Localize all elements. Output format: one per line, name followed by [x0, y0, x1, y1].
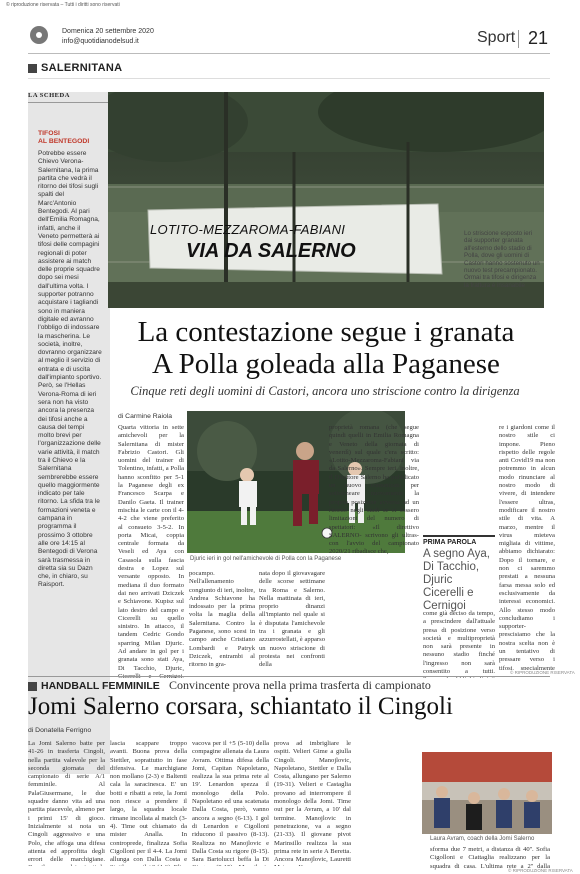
handball-column-4: prova ad imbrigliare le ospiti. Velieri Gime a giulla Cingoli. Manojlovic, Napoletano, Stettler e Dalla Costa, allungano per Salerno (19-31). Velieri e Castaglia provano ad interrompere il monologo della Jomi. Time out per la Avram, a 10' dal termine. Manojlovic in penetrazione, va a segno (21-33). Il giovane pivot Marinsillo realizza la sua prima rete in serie A Beretta. Ancora Manojlovic, Lauretti	[274, 740, 351, 864]
main-headline	[98, 316, 554, 380]
scheda-body: Potrebbe essere Chievo Verona-Salernitana, la prima partita che vedrà il ritorno dei tifosi sugli spalti del Marc'Antonio Bentegodi. Al pari dell'Emilia Romagna, infatti, anche il Veneto permetterà ai tifosi delle compagini regionali di poter assistere ai match delle proprie squadre dopo sei mesi dall'ultima volta. I supporter potranno acquistare i tagliandi sono in maniera digitale ed avranno l'obbligo di indossare la mascherina. Le società, inoltre, dovranno organizzare al meglio il servizio di entrata e di uscita dall'impianto sportivo. Però, se l'Hellas Verona-Roma di ieri sera non ha visto ancora la presenza dei tifosi anche a causa del tempi molto brevi per l'organizzazione delle varie attività, il match tra il Chievo e la Salernitana sembrerebbe essere quello maggiormente indicato per tale ritorno. La sfida tra le formazioni veneta e campana in programma il prossimo 3 ottobre alle ore 14:15 al Bentegodi di Verona sarà trasmessa in diretta sia su Dazn che, in chiaro, su Raisport.	[38, 150, 102, 589]
handball-kicker: Convincente prova nella prima trasferta di campionato	[169, 678, 431, 692]
match-photo-caption: Djuric ieri in gol nell'amichevole di Polla con la Paganese	[190, 556, 342, 562]
photo-caption: Lo striscione esposto ieri dai supporter granata all'esterno dello stadio di Polla, dove gli uomini di Castori hanno sostenuto un nuovo test precampionato. Ormai tra tifosi e dirigenza la frattura è insanabile	[464, 230, 540, 289]
section-label: Sport	[477, 29, 516, 46]
header-divider	[518, 30, 519, 48]
page-number: 21	[528, 28, 549, 48]
top-rights-note: © riproduzione riservata – Tutti i diritti sono riservati	[6, 2, 120, 8]
article-column-5: come già deciso da tempo, a prescindere dall'attuale presa di posizione verso società e multiproprietà non sarà presente in nessuno stadio finché l'ingresso non sarà consentito a tutti.	[423, 610, 495, 676]
scheda-title-line: TIFOSI	[38, 130, 60, 137]
scheda-rule	[28, 102, 110, 103]
handball-column-1: La Jomi Salerno batte per 41-26 in trasferta Cingoli, nella partita valevole per la seconda giornata del campionato di serie A/1 femminile. Al PalaGiusermane, le due squadre danno vita ad una partita piacevole, almeno per i primi 15' di gioco. Inizialmente si nota un Cingoli aggressivo e una Polo, che affoga una difesa attenta ed approfitta degli errori delle marchigiane.	[28, 740, 105, 864]
banner-line-2: VIA DA SALERNO	[186, 240, 356, 262]
banner-line-1: LOTITO-MEZZAROMA-FABIANI	[150, 222, 346, 237]
coach-photo-caption: Laura Avram, coach della Jomi Salerno	[430, 836, 535, 842]
scheda-title-line: AL BENTEGODI	[38, 138, 90, 145]
header-rule	[28, 53, 550, 54]
article-column-1: Quarta vittoria in sette amichevoli per la Salernitana di mister Fabrizio Castori. Gli uomini del trainer di Tolentino, infatti, a Polla hanno sconfitto per 5-1 la Paganese degli ex Francesco Scarpa e Danilo Gaeta. Il trainer mischia le carte con il 4-4-2 che viene preferito al consueto 3-5-2. In porta Micai, coppia centrale formata da Veseli ed Aya con Casasola sulla fascia destra e Lopez sul versante opposto. In mediana il duo formato dai neo arrivati Dziczek e Schiavone. Kupisz sul lato destro del campo e Cicerelli su quello sinistro. In attacco, il tandem Cedric Gondo sparring Milan Djuric. Ad andare in gol per i granata sono stati Aya, Di Tacchio, Djuric,	[118, 424, 184, 672]
handball-column-2: lascia scappare troppo avanti. Buona prova della Stettler, soprattutto in fase difensiva. Le marchigiane non mollano (2-3) e Baltenti cala la saracinesca. E' un botti e ribatti a rete, la Jomi non riesce a prendere il largo, la squadra locale rimane incollata al match (3-4). Time out chiamato da mister Analla. In controprede, finalizza Sofia Cigolloni per il 4-4. La Jomi allunga con Dalla Costa e	[110, 740, 187, 864]
newspaper-logo-icon	[30, 26, 48, 44]
handball-marker-icon	[28, 682, 37, 691]
article-column-2: pocampo. Nell'allenamento congiunto di ieri, inoltre, Andrea Schiavone ha indossato per la prima volta la maglia della Salernitana. Contro la Paganese, sono scesi in campo anche Cristiano Lombardi e Patryk Dziczek, entrambi al ritorno in gra-	[189, 570, 255, 669]
contact-email: info@quotidianodelsud.it	[62, 38, 139, 45]
headline-line-2: A Polla goleada alla Paganese	[152, 348, 500, 380]
handball-section-title: HANDBALL FEMMINILE	[41, 680, 160, 692]
prima-parola-box	[423, 535, 495, 613]
article-column-4: proprietà romana (che segue quindi quelli in Emilia Romagna e Veneto della giornata di venerdì) sul quale c'era scritto: «Lotito-Mezzaroma-Fabiani via da Salerno». Sempre ieri, inoltre, il Direttore Salerno ha pubblicato un nuovo comunicato per sottolineare nuovamente la propria posizione avversa ad un ritorno negli stadi se ci fossero limitazioni del numero di spettatori: «Il direttivo SALERNO- scrivono gli ultras- con l'avvio del campionato 2020/21 ribadisce che,	[329, 424, 419, 556]
coach-photo-image	[422, 752, 552, 834]
handball-byline: di Donatella Ferrigno	[28, 727, 92, 734]
article-byline: di Carmine Raiola	[118, 413, 173, 420]
issue-date: Domenica 20 settembre 2020	[62, 28, 154, 35]
article-column-3: nata dopo il giovavagare delle scorse settimane tra Roma e Salerno. Nella mattinata di ieri, proprio dinanzi all'impianto nel quale si è disputata l'amichevole tra i granata e gli azzurrostellati, è apparso un nuovo striscione di protesta nei confronti della	[259, 570, 325, 669]
prima-parola-text: A segno Aya, Di Tacchio, Djuric Cicerelli e Cernigoi	[423, 548, 490, 612]
section-title: SALERNITANA	[41, 62, 123, 74]
handball-column-3: vacova per il +5 (5-10) della compagine allenata da Laura Avram. Ottima difesa della Jomi, Capitan Napoletano, realizza la sua prima rete al 19'. Lenardon spezza il monologo della Polo. Napoletano ed una scatenata Dalla Costa, però, vanno ancora a segno (6-13). I gol di Lenardon e Cigolloni riducono il passivo (8-13). Realizza no Manojlovic e Dalla Costa su rigore (8-15). Sara Bartolucci beffa la Di	[192, 740, 269, 864]
section-marker-icon	[28, 64, 37, 73]
article-credit: © RIPRODUZIONE RISERVATA	[510, 670, 575, 675]
prima-parola-label: PRIMA PAROLA	[423, 535, 495, 546]
handball-column-5: sforma due 7 metri, a distanza di 40''. Sofia Cigolloni e Ciattaglia realizzano per la squadra di casa. L'ultima rete a 2'' dalla	[430, 846, 550, 870]
scheda-title	[38, 130, 89, 146]
handball-rule	[28, 676, 550, 677]
headline-line-1: La contestazione segue i granata	[137, 316, 515, 348]
article-column-6: re i giardoni come il nostro stile ci impone. Pieno rispetto delle regole anti Covid19 ma non potremmo in alcun modo rinunciare al nostro modo di vivere, di intendere l'essere ultras, modificare il nostro stile di vita. A marzo, mentre il virus mieteva migliaia di vittime, abbiamo dichiarato: Dopo il tornare, e non ci saremmo prestati a nessuna farsa messa solo ed esclusivamente da interessi economici. Allo stesso modo concludiamo i supporter-prescisiamo che la nostra scelta non è un tentativo di pressare verso i tifosi, specialmente	[499, 424, 555, 670]
subheadline: Cinque reti degli uomini di Castori, ancora uno striscione contro la dirigenza	[130, 384, 520, 398]
handball-credit: © RIPRODUZIONE RISERVATA	[508, 868, 573, 873]
coach-photo	[422, 752, 552, 834]
handball-headline: Jomi Salerno corsara, schiantato il Cingoli	[28, 693, 453, 720]
scheda-label: LA SCHEDA	[28, 92, 70, 99]
section-rule	[28, 78, 550, 79]
